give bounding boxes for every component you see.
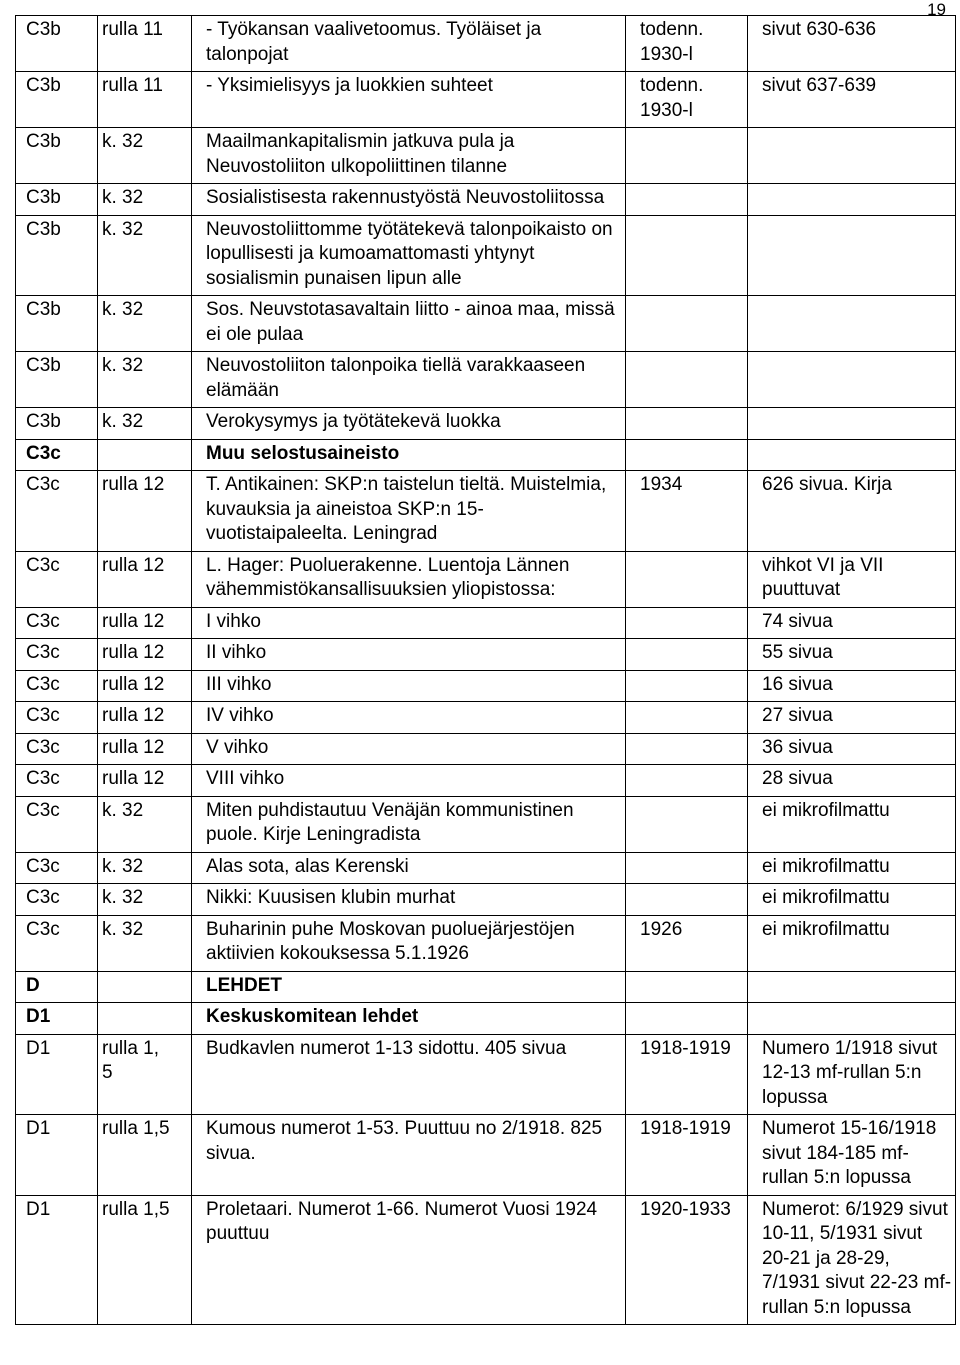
table-row (16, 296, 956, 352)
year-cell: 1926 (626, 915, 748, 971)
location-cell: k. 32 (98, 128, 192, 184)
signum-cell: C3b (16, 128, 98, 184)
signum-cell: C3c (16, 551, 98, 607)
location-cell (98, 1003, 192, 1035)
notes-cell: 16 sivua (748, 670, 956, 702)
location-cell: k. 32 (98, 915, 192, 971)
location-cell: rulla 1,5 (98, 1115, 192, 1196)
title-cell: Keskuskomitean lehdet (192, 1003, 626, 1035)
year-cell (626, 439, 748, 471)
signum-cell: C3b (16, 408, 98, 440)
location-cell: k. 32 (98, 184, 192, 216)
notes-cell: ei mikrofilmattu (748, 884, 956, 916)
signum-cell: C3c (16, 733, 98, 765)
signum-cell: C3c (16, 915, 98, 971)
location-cell: k. 32 (98, 796, 192, 852)
notes-cell: 27 sivua (748, 702, 956, 734)
table-row (16, 971, 956, 1003)
title-cell: II vihko (192, 639, 626, 671)
archive-table (15, 15, 956, 1325)
signum-cell: D1 (16, 1115, 98, 1196)
title-cell: Miten puhdistautuu Venäjän kommunistinen puole. Kirje Leningradista (192, 796, 626, 852)
location-cell (98, 971, 192, 1003)
notes-cell: vihkot VI ja VII puuttuvat (748, 551, 956, 607)
table-row (16, 16, 956, 72)
title-cell: VIII vihko (192, 765, 626, 797)
title-cell: Neuvostoliiton talonpoika tiellä varakkaaseen elämään (192, 352, 626, 408)
signum-cell: C3c (16, 639, 98, 671)
title-cell: Sosialistisesta rakennustyöstä Neuvostoliitossa (192, 184, 626, 216)
table-row (16, 639, 956, 671)
notes-cell: sivut 637-639 (748, 72, 956, 128)
signum-cell: C3c (16, 796, 98, 852)
notes-cell (748, 215, 956, 296)
signum-cell: D1 (16, 1195, 98, 1325)
signum-cell: D1 (16, 1003, 98, 1035)
notes-cell: Numerot 15-16/1918 sivut 184-185 mf-rullan 5:n lopussa (748, 1115, 956, 1196)
signum-cell: D1 (16, 1034, 98, 1115)
notes-cell (748, 439, 956, 471)
title-cell: T. Antikainen: SKP:n taistelun tieltä. Muistelmia, kuvauksia ja aineistoa SKP:n 15-vuotistaipaleelta. Leningrad (192, 471, 626, 552)
notes-cell: 55 sivua (748, 639, 956, 671)
title-cell: III vihko (192, 670, 626, 702)
year-cell (626, 408, 748, 440)
title-cell: Muu selostusaineisto (192, 439, 626, 471)
year-cell (626, 128, 748, 184)
table-row (16, 796, 956, 852)
notes-cell: ei mikrofilmattu (748, 852, 956, 884)
title-cell: - Työkansan vaalivetoomus. Työläiset ja talonpojat (192, 16, 626, 72)
location-cell: rulla 12 (98, 702, 192, 734)
signum-cell: C3b (16, 72, 98, 128)
year-cell (626, 670, 748, 702)
title-cell: I vihko (192, 607, 626, 639)
title-cell: Neuvostoliittomme työtätekevä talonpoikaisto on lopullisesti ja kumoamattomasti yhtynyt sosialismin punaisen lipun alle (192, 215, 626, 296)
year-cell (626, 765, 748, 797)
table-row (16, 852, 956, 884)
table-row (16, 765, 956, 797)
location-cell: rulla 12 (98, 765, 192, 797)
notes-cell (748, 184, 956, 216)
notes-cell: Numero 1/1918 sivut 12-13 mf-rullan 5:n lopussa (748, 1034, 956, 1115)
title-cell: Nikki: Kuusisen klubin murhat (192, 884, 626, 916)
notes-cell: ei mikrofilmattu (748, 915, 956, 971)
notes-cell (748, 1003, 956, 1035)
location-cell: rulla 1, 5 (98, 1034, 192, 1115)
year-cell: 1920-1933 (626, 1195, 748, 1325)
table-row (16, 733, 956, 765)
location-cell: k. 32 (98, 352, 192, 408)
signum-cell: C3c (16, 702, 98, 734)
signum-cell: C3c (16, 439, 98, 471)
location-cell: k. 32 (98, 296, 192, 352)
table-row (16, 184, 956, 216)
title-cell: Sos. Neuvstotasavaltain liitto - ainoa maa, missä ei ole pulaa (192, 296, 626, 352)
page-number: 19 (927, 0, 946, 19)
year-cell (626, 184, 748, 216)
table-row (16, 1034, 956, 1115)
location-cell: rulla 12 (98, 551, 192, 607)
year-cell (626, 296, 748, 352)
year-cell (626, 352, 748, 408)
table-row (16, 670, 956, 702)
signum-cell: C3c (16, 670, 98, 702)
location-cell: rulla 1,5 (98, 1195, 192, 1325)
year-cell (626, 733, 748, 765)
signum-cell: D (16, 971, 98, 1003)
year-cell (626, 551, 748, 607)
notes-cell (748, 296, 956, 352)
year-cell (626, 1003, 748, 1035)
signum-cell: C3c (16, 884, 98, 916)
year-cell: todenn. 1930-l (626, 72, 748, 128)
notes-cell: sivut 630-636 (748, 16, 956, 72)
signum-cell: C3c (16, 607, 98, 639)
year-cell: 1934 (626, 471, 748, 552)
title-cell: IV vihko (192, 702, 626, 734)
table-row (16, 439, 956, 471)
title-cell: L. Hager: Puoluerakenne. Luentoja Lännen vähemmistökansallisuuksien yliopistossa: (192, 551, 626, 607)
notes-cell: 36 sivua (748, 733, 956, 765)
notes-cell (748, 971, 956, 1003)
table-row (16, 215, 956, 296)
year-cell: todenn. 1930-l (626, 16, 748, 72)
signum-cell: C3b (16, 296, 98, 352)
notes-cell: 74 sivua (748, 607, 956, 639)
year-cell (626, 639, 748, 671)
location-cell (98, 439, 192, 471)
year-cell: 1918-1919 (626, 1034, 748, 1115)
title-cell: Buharinin puhe Moskovan puoluejärjestöjen aktiivien kokouksessa 5.1.1926 (192, 915, 626, 971)
year-cell (626, 702, 748, 734)
table-row (16, 884, 956, 916)
table-row (16, 915, 956, 971)
location-cell: rulla 12 (98, 733, 192, 765)
table-row (16, 408, 956, 440)
year-cell (626, 796, 748, 852)
location-cell: rulla 11 (98, 16, 192, 72)
notes-cell (748, 352, 956, 408)
location-cell: k. 32 (98, 215, 192, 296)
year-cell: 1918-1919 (626, 1115, 748, 1196)
notes-cell (748, 408, 956, 440)
year-cell (626, 971, 748, 1003)
notes-cell (748, 128, 956, 184)
table-row (16, 128, 956, 184)
signum-cell: C3b (16, 16, 98, 72)
title-cell: Alas sota, alas Kerenski (192, 852, 626, 884)
location-cell: rulla 12 (98, 471, 192, 552)
table-row (16, 1115, 956, 1196)
title-cell: Budkavlen numerot 1-13 sidottu. 405 sivua (192, 1034, 626, 1115)
location-cell: rulla 12 (98, 639, 192, 671)
table-row (16, 471, 956, 552)
table-row (16, 72, 956, 128)
title-cell: V vihko (192, 733, 626, 765)
table-row (16, 607, 956, 639)
notes-cell: ei mikrofilmattu (748, 796, 956, 852)
table-row (16, 1195, 956, 1325)
table-row (16, 551, 956, 607)
location-cell: rulla 12 (98, 607, 192, 639)
year-cell (626, 215, 748, 296)
location-cell: k. 32 (98, 408, 192, 440)
table-row (16, 1003, 956, 1035)
title-cell: Kumous numerot 1-53. Puuttuu no 2/1918. 825 sivua. (192, 1115, 626, 1196)
signum-cell: C3c (16, 852, 98, 884)
table-row (16, 702, 956, 734)
notes-cell: 626 sivua. Kirja (748, 471, 956, 552)
table-row (16, 352, 956, 408)
location-cell: k. 32 (98, 852, 192, 884)
signum-cell: C3c (16, 765, 98, 797)
year-cell (626, 607, 748, 639)
location-cell: rulla 12 (98, 670, 192, 702)
location-cell: k. 32 (98, 884, 192, 916)
signum-cell: C3c (16, 471, 98, 552)
title-cell: - Yksimielisyys ja luokkien suhteet (192, 72, 626, 128)
title-cell: LEHDET (192, 971, 626, 1003)
title-cell: Maailmankapitalismin jatkuva pula ja Neuvostoliiton ulkopoliittinen tilanne (192, 128, 626, 184)
year-cell (626, 884, 748, 916)
archive-table-body (16, 16, 956, 1325)
signum-cell: C3b (16, 352, 98, 408)
location-cell: rulla 11 (98, 72, 192, 128)
signum-cell: C3b (16, 184, 98, 216)
year-cell (626, 852, 748, 884)
notes-cell: 28 sivua (748, 765, 956, 797)
notes-cell: Numerot: 6/1929 sivut 10-11, 5/1931 sivut 20-21 ja 28-29, 7/1931 sivut 22-23 mf-rullan 5:n lopussa (748, 1195, 956, 1325)
title-cell: Proletaari. Numerot 1-66. Numerot Vuosi 1924 puuttuu (192, 1195, 626, 1325)
title-cell: Verokysymys ja työtätekevä luokka (192, 408, 626, 440)
signum-cell: C3b (16, 215, 98, 296)
